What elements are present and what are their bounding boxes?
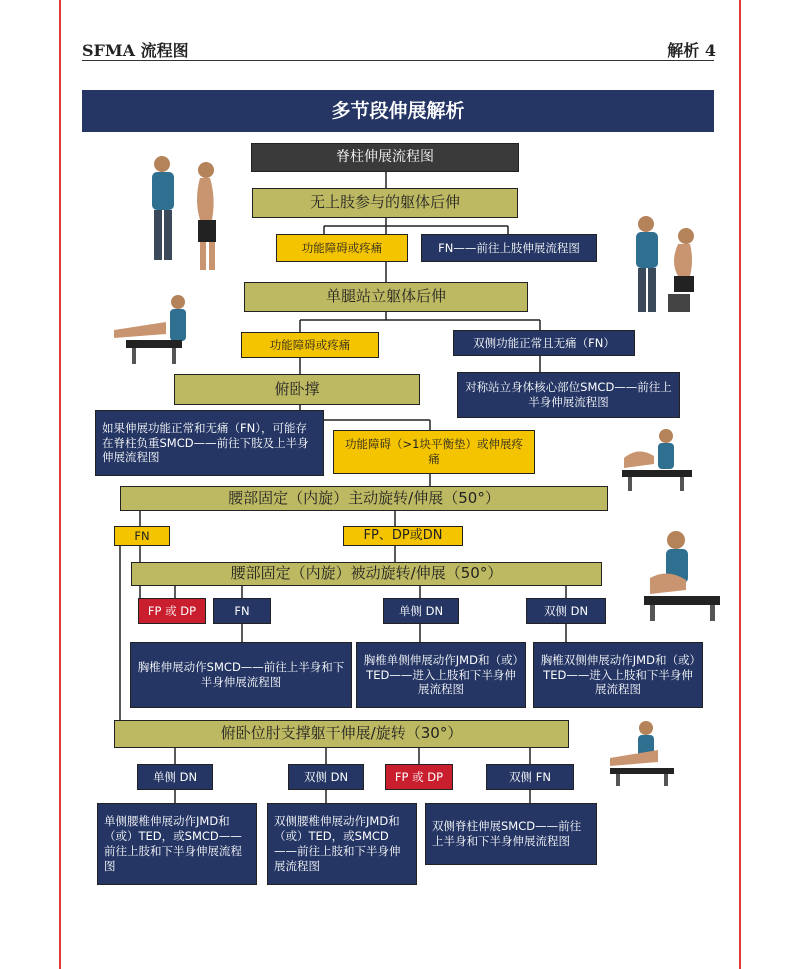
unilateral-dn-box-2: 单侧 DN — [137, 764, 213, 790]
spine-flowchart-title: 脊柱伸展流程图 — [251, 143, 519, 172]
bilateral-dn-box-1: 双侧 DN — [526, 598, 606, 624]
core-smcd-box: 对称站立身体核心部位SMCD——前往上半身伸展流程图 — [457, 372, 680, 418]
header-left: SFMA 流程图 — [82, 41, 189, 60]
bilateral-fn-box-2: 双侧 FN — [486, 764, 574, 790]
fn-note-box: 如果伸展功能正常和无痛（FN），可能存在脊柱负重SMCD——前往下肢及上半身伸展流程图 — [95, 410, 324, 476]
unilateral-dn-box-1: 单侧 DN — [383, 598, 459, 624]
fn-box-2: FN — [213, 598, 271, 624]
step-prone-elbow-extension: 俯卧位肘支撑躯干伸展/旋转（30°） — [114, 720, 569, 748]
prone-elbow-figure — [606, 718, 678, 786]
banner-title: 多节段伸展解析 — [82, 90, 714, 132]
step-passive-rotation: 腰部固定（内旋）被动旋转/伸展（50°） — [131, 562, 602, 586]
thoracic-unilateral-box: 胸椎单侧伸展动作JMD和（或）TED——进入上肢和下半身伸展流程图 — [356, 642, 526, 708]
dysfunction-or-pain-1: 功能障碍或疼痛 — [276, 234, 408, 262]
thoracic-smcd-box: 胸椎伸展动作SMCD——前往上半身和下半身伸展流程图 — [130, 642, 352, 708]
fn-label-box: FN — [114, 526, 170, 546]
single-leg-extension-figure — [620, 210, 720, 320]
header-right: 解析 4 — [667, 41, 716, 60]
lumbar-bilateral-box: 双侧腰椎伸展动作JMD和（或）TED，或SMCD——前往上肢和下半身伸展流程图 — [267, 803, 417, 885]
step-single-leg-extension: 单腿站立躯体后伸 — [244, 282, 528, 312]
lumbar-unilateral-box: 单侧腰椎伸展动作JMD和（或）TED，或SMCD——前往上肢和下半身伸展流程图 — [97, 803, 257, 885]
fp-dp-dn-box: FP、DP或DN — [343, 526, 463, 546]
fp-or-dp-box-1: FP 或 DP — [138, 598, 206, 624]
bilateral-dn-box-2: 双侧 DN — [288, 764, 364, 790]
bilateral-spine-smcd-box: 双侧脊柱伸展SMCD——前往上半身和下半身伸展流程图 — [425, 803, 597, 865]
dysfunction-or-pain-2: 功能障碍或疼痛 — [241, 332, 379, 358]
step-active-rotation: 腰部固定（内旋）主动旋转/伸展（50°） — [120, 486, 608, 511]
standing-extension-figure — [140, 150, 240, 272]
bilateral-fn-box: 双侧功能正常且无痛（FN） — [453, 330, 635, 356]
thoracic-bilateral-box: 胸椎双侧伸展动作JMD和（或）TED——进入上肢和下半身伸展流程图 — [533, 642, 703, 708]
push-up-figure — [106, 292, 196, 366]
fn-upper-limb-box: FN——前往上肢伸展流程图 — [421, 234, 597, 262]
lumbar-lock-passive-figure — [642, 528, 724, 624]
fp-or-dp-box-2: FP 或 DP — [385, 764, 453, 790]
lumbar-lock-active-figure — [618, 428, 696, 492]
step-push-up: 俯卧撑 — [174, 374, 420, 405]
step-trunk-extension: 无上肢参与的躯体后伸 — [252, 188, 518, 218]
dysfunction-balance-pad: 功能障碍（>1块平衡垫）或伸展疼痛 — [333, 430, 535, 474]
